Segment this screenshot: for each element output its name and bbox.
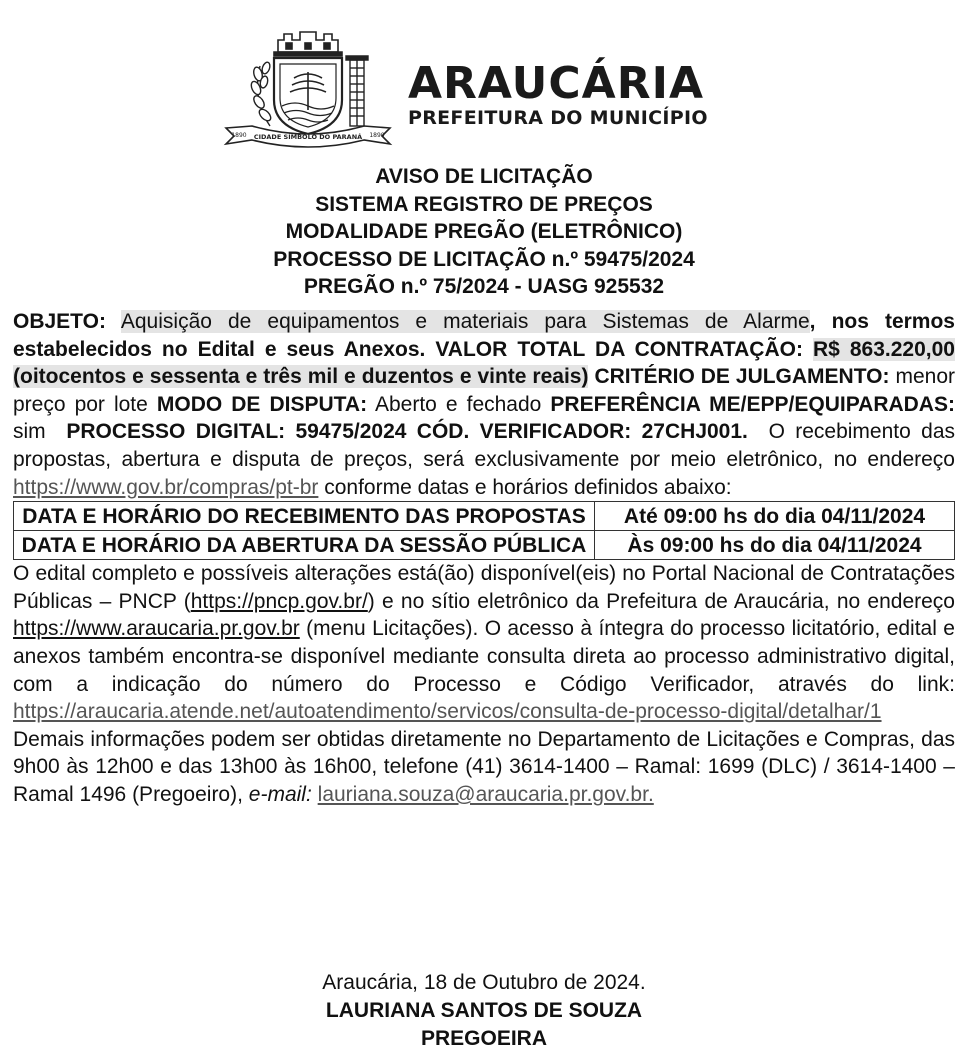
notice-title-block xyxy=(0,163,968,301)
pncp-link[interactable]: https://pncp.gov.br/ xyxy=(190,589,368,613)
object-text: Aquisição de equipamentos e materiais para Sistemas de Alarme xyxy=(120,310,810,333)
total-value: R$ 863.220,00 (oitocentos e sessenta e três mil e duzentos e vinte reais) xyxy=(13,337,955,389)
letterhead xyxy=(0,22,968,152)
svg-text:CIDADE SÍMBOLO DO PARANÁ: CIDADE SÍMBOLO DO PARANÁ xyxy=(253,133,363,141)
object-tail: , nos termos estabelecidos no Edital e seus Anexos. VALOR TOTAL DA CONTRATAÇÃO: xyxy=(13,310,955,361)
receipt-text: O recebimento das propostas, abertura e disputa de preços, será exclusivamente por meio eletrônico, no endereço xyxy=(13,420,955,471)
brand-title: ARAUCÁRIA xyxy=(408,58,705,109)
edital-end: (menu Licitações). xyxy=(306,617,479,641)
table-row xyxy=(14,531,955,560)
dispute-text: Aberto e fechado xyxy=(374,392,542,416)
prefeitura-link[interactable]: https://www.araucaria.pr.gov.br xyxy=(13,617,300,641)
digital-process-label: PROCESSO DIGITAL: 59475/2024 CÓD. VERIFICADOR: 27CHJ001. xyxy=(66,420,748,444)
preference-label: PREFERÊNCIA ME/EPP/EQUIPARADAS: xyxy=(550,392,955,416)
after-link-text: conforme datas e horários definidos abaixo: xyxy=(324,475,732,499)
schedule-table xyxy=(13,501,955,560)
object-label: OBJETO: xyxy=(13,310,106,333)
svg-text:1890: 1890 xyxy=(369,132,385,139)
place-date: Araucária, 18 de Outubro de 2024. xyxy=(322,971,646,994)
dispute-label: MODO DE DISPUTA: xyxy=(156,392,368,416)
schedule-value: Às 09:00 hs do dia 04/11/2024 xyxy=(595,531,955,560)
brand-subtitle: PREFEITURA DO MUNICÍPIO xyxy=(408,107,708,129)
criteria-label: CRITÉRIO DE JULGAMENTO: xyxy=(594,365,890,389)
notice-pregao: PREGÃO n.º 75/2024 - UASG 925532 xyxy=(303,275,665,298)
table-row xyxy=(14,502,955,531)
edital-mid: ) e no sítio eletrônico da Prefeitura de Araucária, no endereço xyxy=(367,589,955,613)
notice-process: PROCESSO DE LICITAÇÃO n.º 59475/2024 xyxy=(273,247,695,271)
svg-text:1890: 1890 xyxy=(231,132,247,139)
signer-role: PREGOEIRA xyxy=(420,1027,548,1050)
preference-text: sim xyxy=(13,420,46,444)
signature-block xyxy=(0,969,968,1053)
compras-link[interactable]: https://www.gov.br/compras/pt-br xyxy=(13,475,319,499)
notice-body xyxy=(13,308,955,809)
schedule-label: DATA E HORÁRIO DA ABERTURA DA SESSÃO PÚBLICA xyxy=(14,531,595,560)
more-info-text: Demais informações podem ser obtidas diretamente no Departamento de Licitações e Compras, das 9h00 às 12h00 e das 13h00 às 16h00, telefone (41) 3614-1400 – Ramal: 1699 (DLC) / 3614-1400 – Ramal 1496 (Pregoeiro), xyxy=(13,727,955,806)
signer-name: LAURIANA SANTOS DE SOUZA xyxy=(325,999,643,1022)
schedule-label: DATA E HORÁRIO DO RECEBIMENTO DAS PROPOSTAS xyxy=(14,502,595,531)
access-text: O acesso à íntegra do processo licitatório, edital e anexos também encontra-se disponível mediante consulta direta ao processo administrativo digital, com a indicação do número do Processo e Código Verificador, através do link: xyxy=(13,617,955,696)
edital-text: O edital completo e possíveis alterações está(ão) disponível(eis) no Portal Nacional de Contratações Públicas – PNCP ( xyxy=(13,562,955,613)
notice-system: SISTEMA REGISTRO DE PREÇOS xyxy=(315,192,653,216)
criteria-text: menor preço por lote xyxy=(13,365,955,416)
email-label: e-mail: xyxy=(248,782,312,806)
info-paragraph xyxy=(13,560,955,808)
coat-of-arms-icon xyxy=(222,30,394,148)
notice-title: AVISO DE LICITAÇÃO xyxy=(375,165,593,188)
email-link[interactable]: lauriana.souza@araucaria.pr.gov.br. xyxy=(317,782,654,806)
object-paragraph xyxy=(13,308,955,501)
schedule-value: Até 09:00 hs do dia 04/11/2024 xyxy=(595,502,955,531)
notice-modality: MODALIDADE PREGÃO (ELETRÔNICO) xyxy=(285,220,683,243)
process-link[interactable]: https://araucaria.atende.net/autoatendimento/servicos/consulta-de-processo-digital/detalhar/1 xyxy=(13,700,882,724)
brand-wordmark xyxy=(408,58,708,129)
